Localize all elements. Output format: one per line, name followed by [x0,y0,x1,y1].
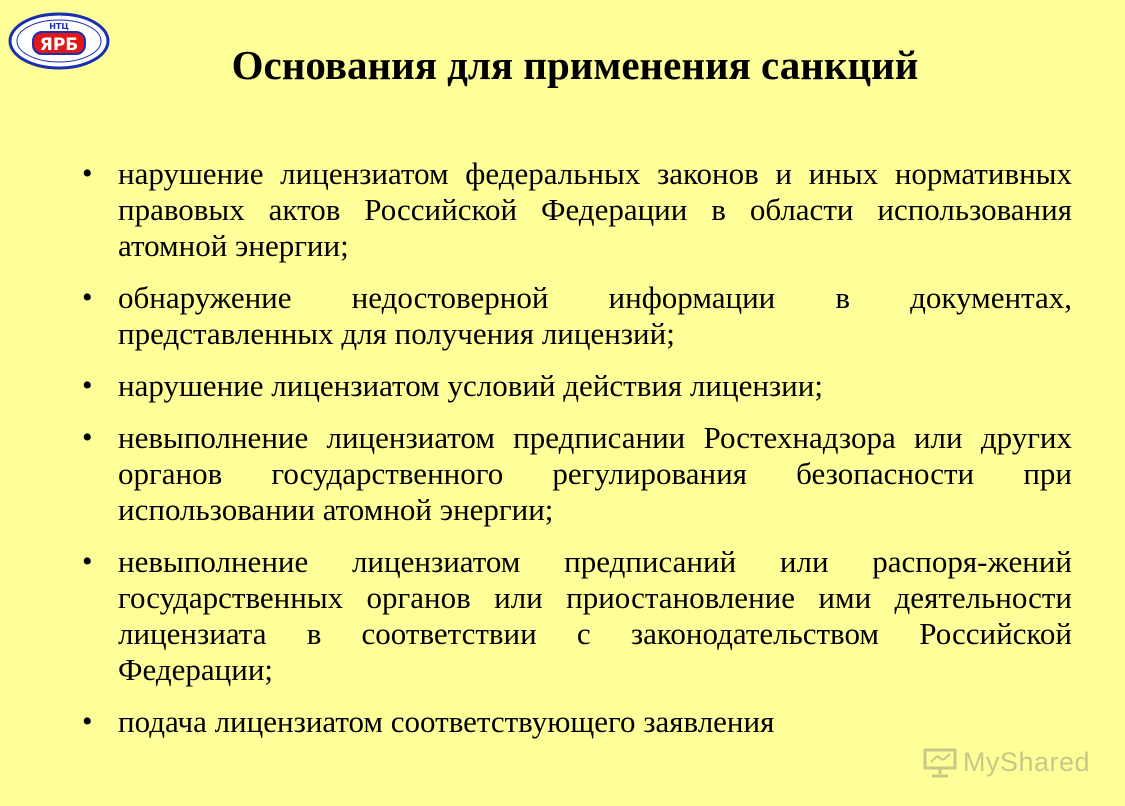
bullet-icon: • [82,545,93,578]
bullet-icon: • [82,157,93,190]
sanctions-grounds-list [82,156,1072,756]
list-item [82,544,1072,688]
list-item [82,156,1072,264]
bullet-icon: • [82,421,93,454]
bullet-icon: • [82,281,93,314]
slide-title: Основания для применения санкций [231,42,919,88]
list-item-text: обнаружение недостоверной информации в документах, представленных для получения лицензий; [118,280,1072,351]
myshared-watermark [923,747,1090,778]
bullet-icon: • [82,705,93,738]
list-item [82,420,1072,528]
list-item [82,368,1072,404]
list-item-text: невыполнение лицензиатом предписаний или распоря-жений государственных органов или приостановление ими деятельности лицензиата в соответствии с законодательством Российской Федерации; [118,544,1072,687]
list-item-text: невыполнение лицензиатом предписании Ростехнадзора или других органов государственного регулирования безопасности при использовании атомной энергии; [118,420,1072,527]
presentation-board-icon [923,748,957,778]
logo-main-text: ЯРБ [39,35,79,55]
watermark-text: MyShared [962,747,1090,777]
bullet-icon: • [82,369,93,402]
logo-top-text: НТЦ [49,22,69,31]
list-item-text: нарушение лицензиатом федеральных законов и иных нормативных правовых актов Российской Федерации в области использования атомной энергии; [118,156,1072,263]
list-item-text: нарушение лицензиатом условий действия лицензии; [118,368,823,403]
list-item [82,280,1072,352]
list-item-text: подача лицензиатом соответствующего заявления [118,704,775,739]
list-item [82,704,1072,740]
